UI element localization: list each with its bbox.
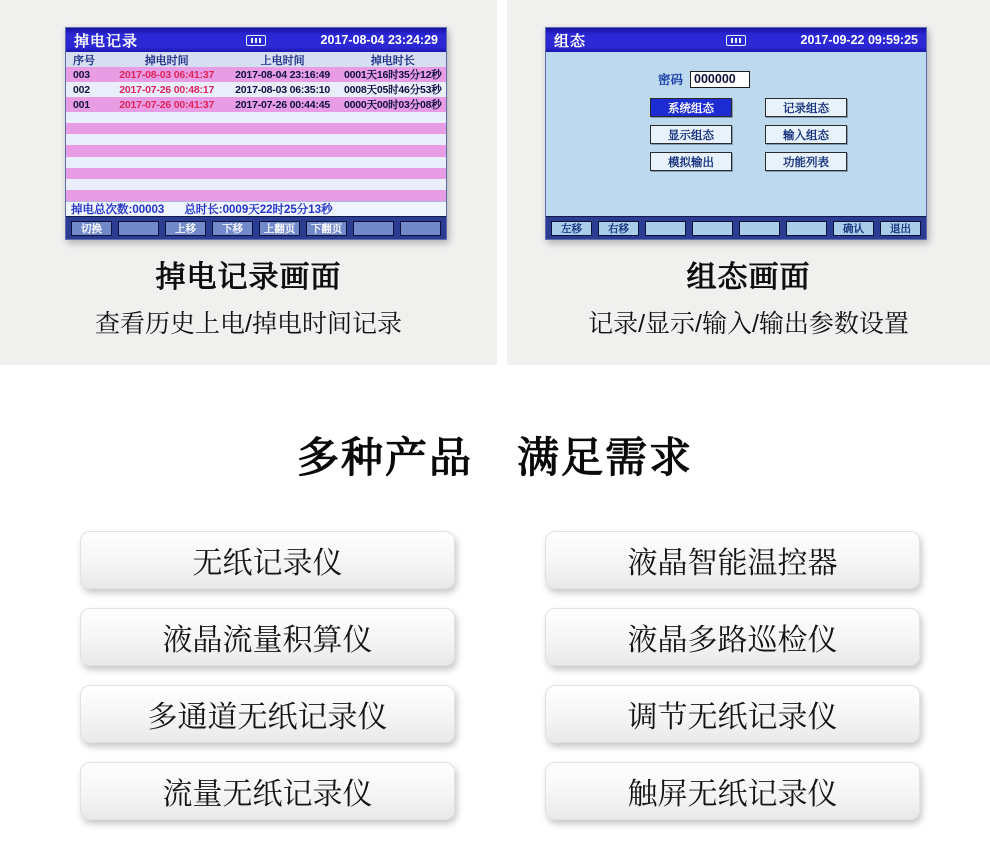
product-button-paperless-recorder[interactable]: 无纸记录仪 (80, 531, 455, 589)
password-label: 密码 (658, 73, 684, 87)
system-config-button[interactable]: 系统组态 (650, 98, 732, 117)
function-list-button[interactable]: 功能列表 (765, 152, 847, 171)
table-row-empty (66, 112, 446, 123)
caption-title: 组态画面 (686, 261, 811, 294)
softkey-page-up[interactable]: 上翻页 (259, 221, 300, 236)
table-row-empty (66, 168, 446, 179)
softkey-confirm[interactable]: 确认 (833, 221, 874, 236)
cell-no: 001 (73, 98, 90, 111)
softkey-move-down[interactable]: 下移 (212, 221, 253, 236)
product-button-lcd-smart-temp-controller[interactable]: 液晶智能温控器 (545, 531, 920, 589)
product-button-multichannel-paperless-recorder[interactable]: 多通道无纸记录仪 (80, 685, 455, 743)
softkey-exit[interactable]: 退出 (880, 221, 921, 236)
table-row-empty (66, 123, 446, 134)
password-input[interactable] (690, 71, 750, 88)
caption-subtitle: 记录/显示/输入/输出参数设置 (588, 310, 909, 338)
power-record-screen (65, 27, 447, 240)
cell-duration: 0008天05时46分53秒 (343, 84, 442, 96)
softkey-page-down[interactable]: 下翻页 (306, 221, 347, 236)
record-config-button[interactable]: 记录组态 (765, 98, 847, 117)
softkey-move-left[interactable]: 左移 (551, 221, 592, 236)
softkey-blank[interactable] (692, 221, 733, 236)
softkey-blank[interactable] (118, 221, 159, 236)
cell-on-time: 2017-08-03 06:35:10 (235, 83, 331, 96)
power-record-titlebar (66, 28, 446, 52)
softkey-move-up[interactable]: 上移 (165, 221, 206, 236)
status-total-count: 掉电总次数:00003 (71, 204, 165, 216)
softkey-blank[interactable] (400, 221, 441, 236)
col-header-duration: 掉电时长 (370, 54, 415, 67)
softkey-blank[interactable] (786, 221, 827, 236)
table-row (66, 82, 446, 97)
cell-off-time: 2017-08-03 06:41:37 (119, 68, 215, 81)
col-header-on-time: 上电时间 (260, 54, 305, 67)
config-panel (507, 0, 990, 365)
softkey-blank[interactable] (739, 221, 780, 236)
input-config-button[interactable]: 输入组态 (765, 125, 847, 144)
table-row (66, 67, 446, 82)
cell-no: 002 (73, 83, 90, 96)
caption-subtitle: 查看历史上电/掉电时间记录 (95, 310, 402, 338)
product-button-flow-paperless-recorder[interactable]: 流量无纸记录仪 (80, 762, 455, 820)
cell-duration: 0000天00时03分08秒 (343, 99, 442, 111)
table-row-empty (66, 134, 446, 145)
display-config-button[interactable]: 显示组态 (650, 125, 732, 144)
usb-icon (726, 35, 746, 46)
record-softkey-bar (66, 216, 446, 239)
product-button-lcd-flow-totalizer[interactable]: 液晶流量积算仪 (80, 608, 455, 666)
cell-on-time: 2017-07-26 00:44:45 (235, 98, 331, 111)
product-column-right (545, 531, 920, 820)
usb-icon (246, 35, 266, 46)
screen-timestamp: 2017-08-04 23:24:29 (320, 33, 438, 47)
table-row-empty (66, 190, 446, 201)
screen-title: 组态 (554, 32, 587, 50)
screens-section (0, 0, 990, 365)
table-row-empty (66, 157, 446, 168)
table-row (66, 97, 446, 112)
softkey-blank[interactable] (353, 221, 394, 236)
record-table-body (66, 67, 446, 201)
record-table-header (66, 52, 446, 67)
col-header-no: 序号 (73, 54, 95, 67)
products-heading: 多种产品 满足需求 (296, 434, 693, 481)
softkey-blank[interactable] (645, 221, 686, 236)
password-row (658, 70, 750, 88)
config-body (546, 52, 926, 216)
right-caption (507, 252, 990, 340)
product-button-regulating-paperless-recorder[interactable]: 调节无纸记录仪 (545, 685, 920, 743)
cell-off-time: 2017-07-26 00:41:37 (119, 98, 215, 111)
config-menu (650, 98, 847, 171)
analog-output-button[interactable]: 模拟输出 (650, 152, 732, 171)
cell-duration: 0001天16时35分12秒 (343, 69, 442, 81)
product-button-lcd-multichannel-inspection[interactable]: 液晶多路巡检仪 (545, 608, 920, 666)
softkey-move-right[interactable]: 右移 (598, 221, 639, 236)
cell-on-time: 2017-08-04 23:16:49 (235, 68, 331, 81)
record-status-line (66, 201, 446, 216)
table-row-empty (66, 145, 446, 156)
status-total-duration: 总时长:0009天22时25分13秒 (184, 204, 333, 216)
screen-timestamp: 2017-09-22 09:59:25 (800, 33, 918, 47)
caption-title: 掉电记录画面 (155, 261, 342, 294)
product-grid (0, 531, 990, 820)
config-softkey-bar (546, 216, 926, 239)
cell-no: 003 (73, 68, 90, 81)
cell-off-time: 2017-07-26 00:48:17 (119, 83, 215, 96)
power-record-panel (0, 0, 497, 365)
product-column-left (80, 531, 455, 820)
screen-title: 掉电记录 (74, 32, 139, 50)
col-header-off-time: 掉电时间 (144, 54, 189, 67)
config-screen (545, 27, 927, 240)
product-button-touchscreen-paperless-recorder[interactable]: 触屏无纸记录仪 (545, 762, 920, 820)
softkey-switch[interactable]: 切换 (71, 221, 112, 236)
left-caption (0, 252, 497, 340)
table-row-empty (66, 179, 446, 190)
config-titlebar (546, 28, 926, 52)
